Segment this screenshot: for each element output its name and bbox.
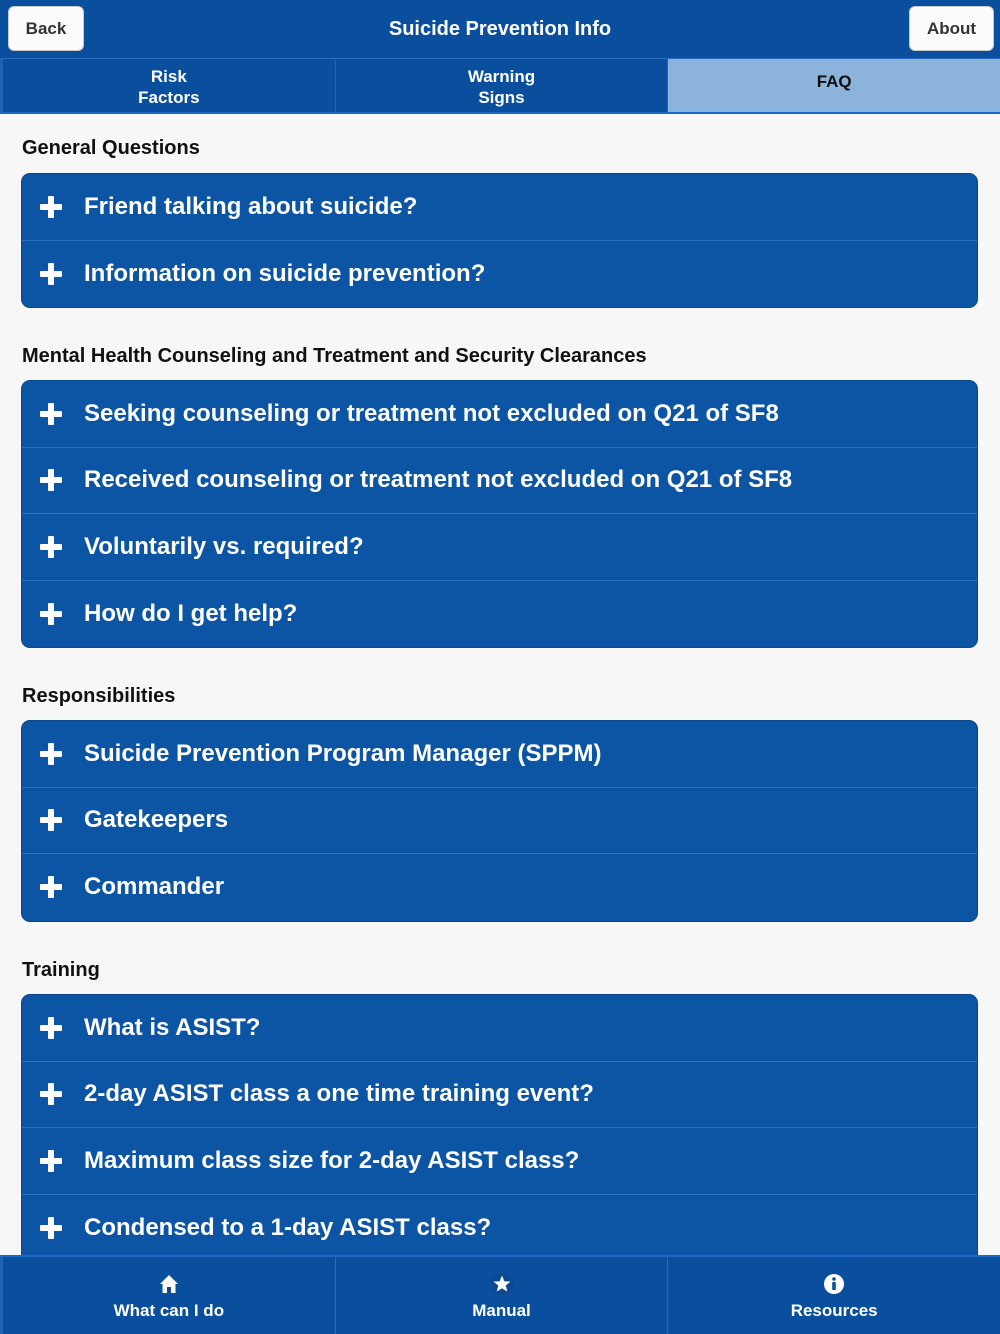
faq-group-general-questions bbox=[21, 173, 978, 308]
bottom-tab-bar bbox=[0, 1255, 1000, 1334]
faq-item[interactable] bbox=[22, 174, 977, 241]
bottom-tab-resources[interactable] bbox=[667, 1257, 1000, 1334]
faq-item[interactable] bbox=[22, 448, 977, 515]
section-title-training: Training bbox=[22, 959, 100, 981]
faq-group-training bbox=[21, 994, 978, 1262]
faq-item[interactable] bbox=[22, 514, 977, 581]
expand-plus-icon bbox=[40, 1017, 62, 1039]
expand-plus-icon bbox=[40, 1150, 62, 1172]
expand-plus-icon bbox=[40, 809, 62, 831]
tab-warning-signs[interactable]: Warning Signs bbox=[335, 58, 668, 112]
faq-item-label: Seeking counseling or treatment not excluded on Q21 of SF8 bbox=[84, 399, 779, 427]
expand-plus-icon bbox=[40, 536, 62, 558]
star-icon bbox=[490, 1271, 514, 1297]
home-icon bbox=[159, 1271, 179, 1297]
faq-item[interactable] bbox=[22, 1062, 977, 1129]
expand-plus-icon bbox=[40, 196, 62, 218]
expand-plus-icon bbox=[40, 743, 62, 765]
faq-item[interactable] bbox=[22, 581, 977, 648]
faq-item[interactable] bbox=[22, 788, 977, 855]
tab-faq[interactable]: FAQ bbox=[667, 58, 1000, 112]
expand-plus-icon bbox=[40, 469, 62, 491]
faq-item[interactable] bbox=[22, 1195, 977, 1262]
expand-plus-icon bbox=[40, 603, 62, 625]
faq-item-label: How do I get help? bbox=[84, 599, 298, 627]
faq-item[interactable] bbox=[22, 381, 977, 448]
info-icon bbox=[823, 1271, 845, 1297]
bottom-tab-what-can-i-do[interactable] bbox=[0, 1257, 335, 1334]
about-button[interactable]: About bbox=[909, 6, 994, 51]
expand-plus-icon bbox=[40, 1083, 62, 1105]
page-title: Suicide Prevention Info bbox=[388, 18, 612, 40]
faq-item[interactable] bbox=[22, 241, 977, 308]
expand-plus-icon bbox=[40, 263, 62, 285]
faq-item-label: What is ASIST? bbox=[84, 1013, 261, 1041]
faq-item-label: Condensed to a 1-day ASIST class? bbox=[84, 1213, 492, 1241]
navigation-bar bbox=[0, 0, 1000, 59]
faq-item[interactable] bbox=[22, 854, 977, 921]
faq-item[interactable] bbox=[22, 721, 977, 788]
bottom-tab-label: Manual bbox=[472, 1300, 531, 1320]
faq-item-label: Received counseling or treatment not excluded on Q21 of SF8 bbox=[84, 466, 793, 494]
expand-plus-icon bbox=[40, 1217, 62, 1239]
section-title-mental-health: Mental Health Counseling and Treatment and Security Clearances bbox=[22, 345, 647, 367]
faq-item-label: Suicide Prevention Program Manager (SPPM) bbox=[84, 739, 602, 767]
back-button[interactable]: Back bbox=[8, 6, 84, 51]
expand-plus-icon bbox=[40, 876, 62, 898]
faq-group-responsibilities bbox=[21, 720, 978, 922]
expand-plus-icon bbox=[40, 403, 62, 425]
bottom-tab-label: What can I do bbox=[113, 1300, 225, 1320]
faq-item-label: 2-day ASIST class a one time training event? bbox=[84, 1080, 594, 1108]
bottom-tab-label: Resources bbox=[790, 1300, 878, 1320]
faq-item-label: Commander bbox=[84, 873, 225, 901]
faq-item[interactable] bbox=[22, 1128, 977, 1195]
section-title-responsibilities: Responsibilities bbox=[22, 685, 176, 707]
faq-item-label: Voluntarily vs. required? bbox=[84, 532, 364, 560]
faq-group-mental-health bbox=[21, 380, 978, 648]
tab-risk-factors[interactable]: Risk Factors bbox=[0, 58, 335, 112]
faq-item-label: Maximum class size for 2-day ASIST class? bbox=[84, 1146, 580, 1174]
section-title-general-questions: General Questions bbox=[22, 137, 200, 159]
bottom-tab-manual[interactable] bbox=[335, 1257, 668, 1334]
faq-item-label: Gatekeepers bbox=[84, 806, 229, 834]
segment-tab-bar bbox=[0, 58, 1000, 114]
faq-item[interactable] bbox=[22, 995, 977, 1062]
faq-item-label: Friend talking about suicide? bbox=[84, 192, 418, 220]
faq-item-label: Information on suicide prevention? bbox=[84, 259, 486, 287]
